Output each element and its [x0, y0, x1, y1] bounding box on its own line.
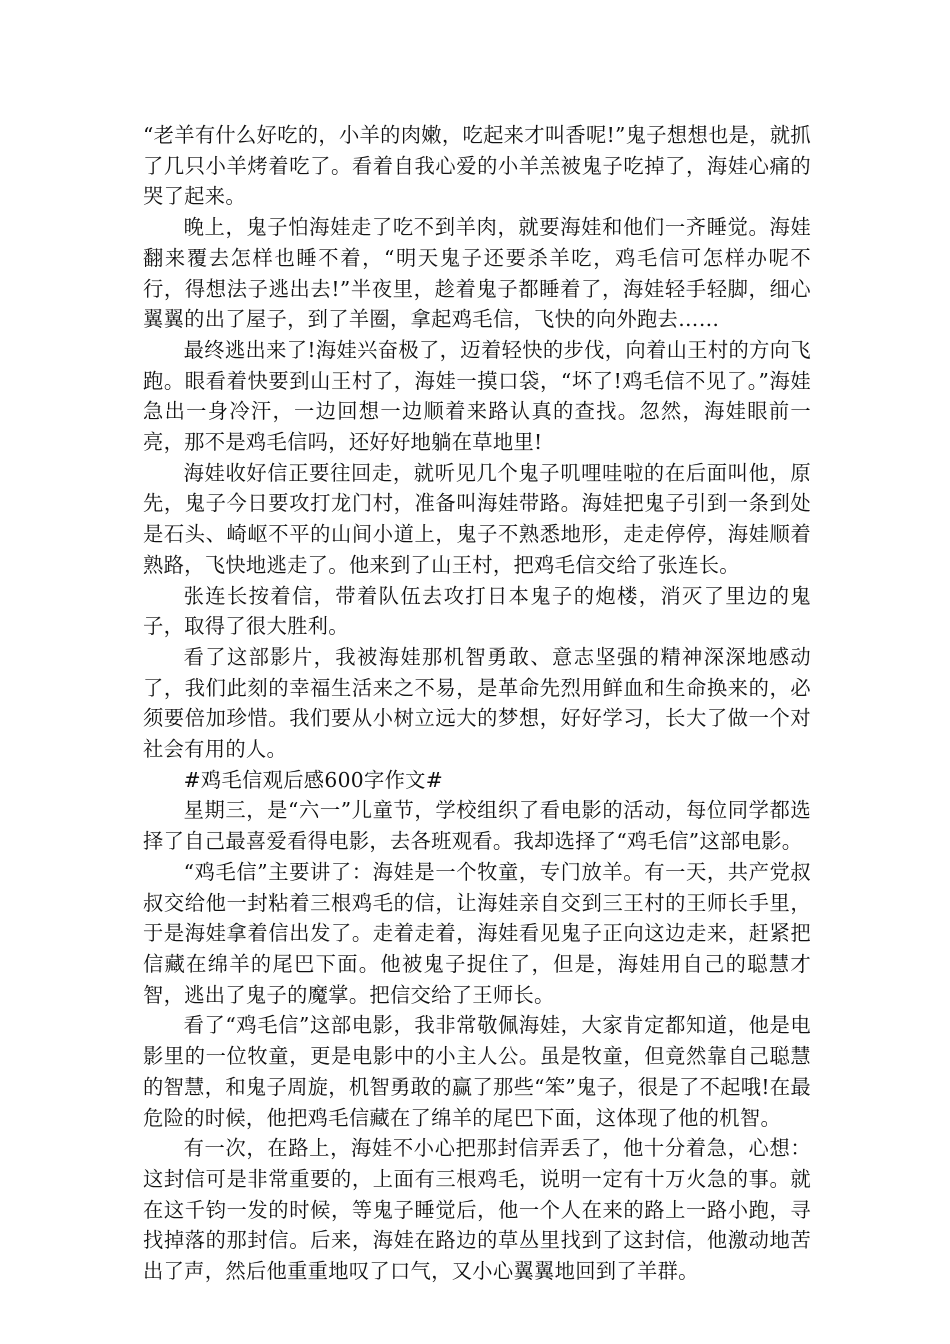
paragraph-6: 看了这部影片，我被海娃那机智勇敢、意志坚强的精神深深地感动了，我们此刻的幸福生活来之不易，是革命先烈用鲜血和生命换来的，必须要倍加珍惜。我们要从小树立远大的梦想，好好学习，长大了做一个对社会有用的人。 [143, 644, 811, 762]
paragraph-7: 星期三，是“六一”儿童节，学校组织了看电影的活动，每位同学都选择了自己最喜爱看得电影，去各班观看。我却选择了“鸡毛信”这部电影。 [143, 798, 811, 854]
paragraph-1: “老羊有什么好吃的，小羊的肉嫩，吃起来才叫香呢!”鬼子想想也是，就抓了几只小羊烤着吃了。看着自我心爱的小羊羔被鬼子吃掉了，海娃心痛的哭了起来。 [143, 123, 811, 209]
paragraph-3: 最终逃出来了!海娃兴奋极了，迈着轻快的步伐，向着山王村的方向飞跑。眼看着快要到山王村了，海娃一摸口袋，“坏了!鸡毛信不见了。”海娃急出一身冷汗，一边回想一边顺着来路认真的查找。忽然，海娃眼前一亮，那不是鸡毛信吗，还好好地躺在草地里! [143, 337, 811, 455]
paragraph-9: 看了“鸡毛信”这部电影，我非常敬佩海娃，大家肯定都知道，他是电影里的一位牧童，更是电影中的小主人公。虽是牧童，但竟然靠自己聪慧的智慧，和鬼子周旋，机智勇敢的赢了那些“笨”鬼子，很是了不起哦!在最危险的时候，他把鸡毛信藏在了绵羊的尾巴下面，这体现了他的机智。 [143, 1013, 811, 1130]
paragraph-4: 海娃收好信正要往回走，就听见几个鬼子叽哩哇啦的在后面叫他，原先，鬼子今日要攻打龙门村，准备叫海娃带路。海娃把鬼子引到一条到处是石头、崎岖不平的山间小道上，鬼子不熟悉地形，走走停停，海娃顺着熟路，飞快地逃走了。他来到了山王村，把鸡毛信交给了张连长。 [143, 460, 811, 577]
section-heading: #鸡毛信观后感600字作文# [183, 767, 444, 792]
document-page [143, 120, 811, 1287]
paragraph-8: “鸡毛信”主要讲了：海娃是一个牧童，专门放羊。有一天，共产党叔叔交给他一封粘着三根鸡毛的信，让海娃亲自交到三王村的王师长手里，于是海娃拿着信出发了。走着走着，海娃看见鬼子正向这边走来，赶紧把信藏在绵羊的尾巴下面。他被鬼子捉住了，但是，海娃用自己的聪慧才智，逃出了鬼子的魔掌。把信交给了王师长。 [143, 859, 811, 1007]
paragraph-5: 张连长按着信，带着队伍去攻打日本鬼子的炮楼，消灭了里边的鬼子，取得了很大胜利。 [143, 583, 811, 639]
paragraph-2: 晚上，鬼子怕海娃走了吃不到羊肉，就要海娃和他们一齐睡觉。海娃翻来覆去怎样也睡不着，“明天鬼子还要杀羊吃，鸡毛信可怎样办呢不行，得想法子逃出去!”半夜里，趁着鬼子都睡着了，海娃轻手轻脚，细心翼翼的出了屋子，到了羊圈，拿起鸡毛信，飞快的向外跑去…… [143, 215, 811, 332]
paragraph-10: 有一次，在路上，海娃不小心把那封信弄丢了，他十分着急，心想：这封信可是非常重要的，上面有三根鸡毛，说明一定有十万火急的事。就在这千钧一发的时候，等鬼子睡觉后，他一个人在来的路上一路小跑，寻找掉落的那封信。后来，海娃在路边的草丛里找到了这封信，他激动地苦出了声，然后他重重地叹了口气，又小心翼翼地回到了羊群。 [143, 1136, 811, 1284]
